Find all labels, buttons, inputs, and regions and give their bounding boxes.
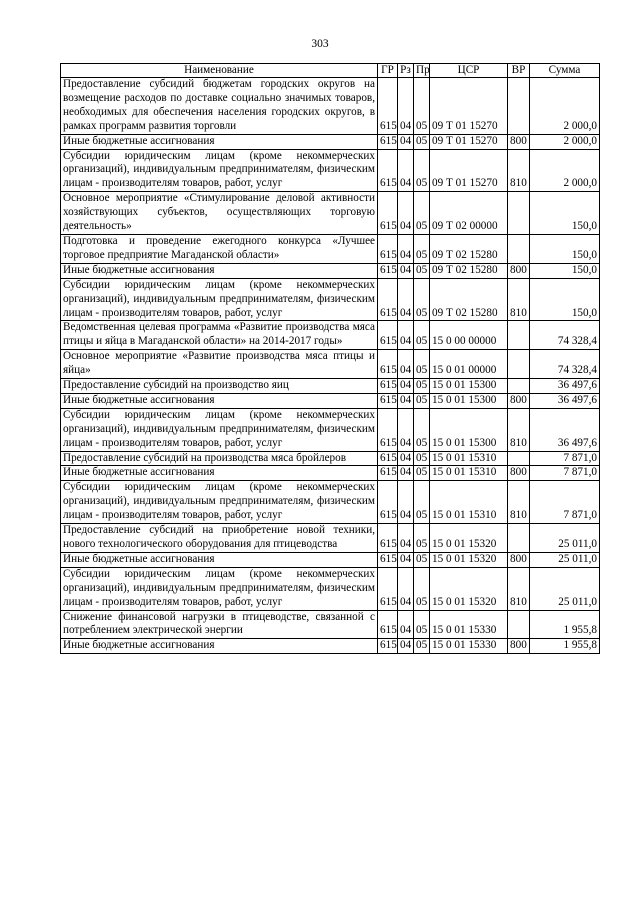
row-pr: 05 — [414, 263, 430, 278]
header-vr: ВР — [508, 64, 530, 78]
row-gr: 615 — [378, 552, 398, 567]
table-row — [61, 134, 600, 149]
header-rz: Рз — [398, 64, 414, 78]
table-row — [61, 567, 600, 610]
row-vr — [508, 350, 530, 379]
row-sum: 74 328,4 — [530, 321, 600, 350]
row-name: Предоставление субсидий на производства мяса бройлеров — [61, 451, 378, 466]
row-name: Основное мероприятие «Развитие производства мяса птицы и яйца» — [61, 350, 378, 379]
row-rz: 04 — [398, 408, 414, 451]
row-csr: 15 0 01 00000 — [430, 350, 508, 379]
row-csr: 15 0 01 15330 — [430, 610, 508, 639]
row-name: Предоставление субсидий на производство яиц — [61, 379, 378, 394]
header-gr: ГР — [378, 64, 398, 78]
row-vr: 800 — [508, 552, 530, 567]
table-row — [61, 610, 600, 639]
row-csr: 15 0 01 15300 — [430, 393, 508, 408]
row-name: Иные бюджетные ассигнования — [61, 393, 378, 408]
row-sum: 2 000,0 — [530, 78, 600, 135]
table-row — [61, 278, 600, 321]
row-csr: 09 Т 01 15270 — [430, 78, 508, 135]
row-rz: 04 — [398, 149, 414, 192]
table-row — [61, 451, 600, 466]
row-sum: 74 328,4 — [530, 350, 600, 379]
row-pr: 05 — [414, 234, 430, 263]
row-csr: 15 0 01 15310 — [430, 466, 508, 481]
table-row — [61, 393, 600, 408]
header-sum: Сумма — [530, 64, 600, 78]
row-rz: 04 — [398, 350, 414, 379]
row-vr — [508, 192, 530, 235]
row-pr: 05 — [414, 321, 430, 350]
row-rz: 04 — [398, 263, 414, 278]
row-rz: 04 — [398, 321, 414, 350]
row-name: Снижение финансовой нагрузки в птицеводстве, связанной с потреблением электрической энергии — [61, 610, 378, 639]
row-sum: 150,0 — [530, 234, 600, 263]
row-name: Ведомственная целевая программа «Развитие производства мяса птицы и яйца в Магаданской области» на 2014-2017 годы» — [61, 321, 378, 350]
row-csr: 09 Т 01 15270 — [430, 134, 508, 149]
row-rz: 04 — [398, 610, 414, 639]
row-sum: 1 955,8 — [530, 639, 600, 654]
row-csr: 15 0 01 15300 — [430, 408, 508, 451]
row-pr: 05 — [414, 278, 430, 321]
row-gr: 615 — [378, 451, 398, 466]
row-name: Предоставление субсидий на приобретение новой техники, нового технологического оборудования для птицеводства — [61, 524, 378, 553]
row-pr: 05 — [414, 350, 430, 379]
row-rz: 04 — [398, 192, 414, 235]
row-gr: 615 — [378, 192, 398, 235]
budget-table — [60, 63, 600, 654]
row-name: Иные бюджетные ассигнования — [61, 552, 378, 567]
row-vr: 800 — [508, 263, 530, 278]
header-name: Наименование — [61, 64, 378, 78]
row-sum: 25 011,0 — [530, 552, 600, 567]
row-vr: 810 — [508, 278, 530, 321]
row-pr: 05 — [414, 451, 430, 466]
row-gr: 615 — [378, 610, 398, 639]
row-csr: 15 0 01 15330 — [430, 639, 508, 654]
header-pr: Пр — [414, 64, 430, 78]
row-name: Иные бюджетные ассигнования — [61, 134, 378, 149]
row-gr: 615 — [378, 263, 398, 278]
row-vr — [508, 234, 530, 263]
row-name: Основное мероприятие «Стимулирование деловой активности хозяйствующих субъектов, осуществляющих торговую деятельность» — [61, 192, 378, 235]
row-pr: 05 — [414, 639, 430, 654]
row-gr: 615 — [378, 466, 398, 481]
row-gr: 615 — [378, 379, 398, 394]
row-csr: 15 0 01 15300 — [430, 379, 508, 394]
row-gr: 615 — [378, 393, 398, 408]
row-sum: 7 871,0 — [530, 481, 600, 524]
row-rz: 04 — [398, 379, 414, 394]
row-name: Субсидии юридическим лицам (кроме некоммерческих организаций), индивидуальным предпринимателям, физическим лицам - производителям товаров, работ, услуг — [61, 149, 378, 192]
row-sum: 150,0 — [530, 278, 600, 321]
row-gr: 615 — [378, 481, 398, 524]
row-vr — [508, 321, 530, 350]
row-sum: 150,0 — [530, 263, 600, 278]
row-csr: 09 Т 02 15280 — [430, 234, 508, 263]
row-sum: 25 011,0 — [530, 524, 600, 553]
row-gr: 615 — [378, 278, 398, 321]
row-vr: 810 — [508, 567, 530, 610]
table-row — [61, 466, 600, 481]
row-gr: 615 — [378, 234, 398, 263]
row-gr: 615 — [378, 524, 398, 553]
row-rz: 04 — [398, 234, 414, 263]
row-vr: 810 — [508, 149, 530, 192]
row-name: Иные бюджетные ассигнования — [61, 639, 378, 654]
row-gr: 615 — [378, 78, 398, 135]
row-pr: 05 — [414, 481, 430, 524]
row-gr: 615 — [378, 321, 398, 350]
table-row — [61, 639, 600, 654]
row-name: Предоставление субсидий бюджетам городских округов на возмещение расходов по доставке социально значимых товаров, необходимых для обеспечения населения городских округов, в рамках программ развития торговли — [61, 78, 378, 135]
row-gr: 615 — [378, 350, 398, 379]
row-pr: 05 — [414, 149, 430, 192]
row-csr: 15 0 00 00000 — [430, 321, 508, 350]
row-vr — [508, 78, 530, 135]
row-vr — [508, 379, 530, 394]
table-row — [61, 350, 600, 379]
row-pr: 05 — [414, 524, 430, 553]
row-sum: 150,0 — [530, 192, 600, 235]
row-gr: 615 — [378, 408, 398, 451]
row-name: Субсидии юридическим лицам (кроме некоммерческих организаций), индивидуальным предпринимателям, физическим лицам - производителям товаров, работ, услуг — [61, 567, 378, 610]
table-header-row — [61, 64, 600, 78]
row-name: Иные бюджетные ассигнования — [61, 263, 378, 278]
row-rz: 04 — [398, 524, 414, 553]
row-csr: 15 0 01 15310 — [430, 451, 508, 466]
row-pr: 05 — [414, 552, 430, 567]
row-pr: 05 — [414, 408, 430, 451]
row-csr: 09 Т 02 15280 — [430, 278, 508, 321]
row-rz: 04 — [398, 78, 414, 135]
row-csr: 15 0 01 15320 — [430, 524, 508, 553]
row-name: Иные бюджетные ассигнования — [61, 466, 378, 481]
row-gr: 615 — [378, 567, 398, 610]
header-csr: ЦСР — [430, 64, 508, 78]
row-pr: 05 — [414, 466, 430, 481]
row-vr: 800 — [508, 639, 530, 654]
row-vr — [508, 610, 530, 639]
row-pr: 05 — [414, 567, 430, 610]
row-csr: 15 0 01 15320 — [430, 552, 508, 567]
row-rz: 04 — [398, 552, 414, 567]
row-rz: 04 — [398, 481, 414, 524]
table-row — [61, 234, 600, 263]
row-pr: 05 — [414, 379, 430, 394]
row-name: Субсидии юридическим лицам (кроме некоммерческих организаций), индивидуальным предпринимателям, физическим лицам - производителям товаров, работ, услуг — [61, 408, 378, 451]
row-pr: 05 — [414, 393, 430, 408]
row-rz: 04 — [398, 393, 414, 408]
row-sum: 25 011,0 — [530, 567, 600, 610]
row-vr — [508, 451, 530, 466]
row-rz: 04 — [398, 134, 414, 149]
row-vr: 810 — [508, 481, 530, 524]
table-row — [61, 552, 600, 567]
row-csr: 09 Т 02 00000 — [430, 192, 508, 235]
row-csr: 09 Т 01 15270 — [430, 149, 508, 192]
row-pr: 05 — [414, 192, 430, 235]
table-row — [61, 379, 600, 394]
row-rz: 04 — [398, 278, 414, 321]
row-vr: 800 — [508, 466, 530, 481]
row-name: Подготовка и проведение ежегодного конкурса «Лучшее торговое предприятие Магаданской области» — [61, 234, 378, 263]
row-rz: 04 — [398, 567, 414, 610]
table-row — [61, 408, 600, 451]
row-csr: 09 Т 02 15280 — [430, 263, 508, 278]
table-row — [61, 321, 600, 350]
table-row — [61, 263, 600, 278]
row-sum: 2 000,0 — [530, 134, 600, 149]
page-number: 303 — [311, 38, 329, 50]
row-csr: 15 0 01 15320 — [430, 567, 508, 610]
table-row — [61, 78, 600, 135]
row-sum: 36 497,6 — [530, 379, 600, 394]
row-gr: 615 — [378, 134, 398, 149]
row-sum: 2 000,0 — [530, 149, 600, 192]
table-row — [61, 524, 600, 553]
row-gr: 615 — [378, 639, 398, 654]
row-vr: 800 — [508, 134, 530, 149]
table-row — [61, 192, 600, 235]
table-row — [61, 149, 600, 192]
row-name: Субсидии юридическим лицам (кроме некоммерческих организаций), индивидуальным предпринимателям, физическим лицам - производителям товаров, работ, услуг — [61, 481, 378, 524]
row-name: Субсидии юридическим лицам (кроме некоммерческих организаций), индивидуальным предпринимателям, физическим лицам - производителям товаров, работ, услуг — [61, 278, 378, 321]
row-sum: 36 497,6 — [530, 408, 600, 451]
row-rz: 04 — [398, 466, 414, 481]
row-vr — [508, 524, 530, 553]
row-pr: 05 — [414, 134, 430, 149]
row-pr: 05 — [414, 78, 430, 135]
row-sum: 36 497,6 — [530, 393, 600, 408]
row-pr: 05 — [414, 610, 430, 639]
row-rz: 04 — [398, 639, 414, 654]
row-vr: 800 — [508, 393, 530, 408]
row-gr: 615 — [378, 149, 398, 192]
table-row — [61, 481, 600, 524]
row-sum: 1 955,8 — [530, 610, 600, 639]
row-sum: 7 871,0 — [530, 466, 600, 481]
row-vr: 810 — [508, 408, 530, 451]
row-sum: 7 871,0 — [530, 451, 600, 466]
row-csr: 15 0 01 15310 — [430, 481, 508, 524]
row-rz: 04 — [398, 451, 414, 466]
